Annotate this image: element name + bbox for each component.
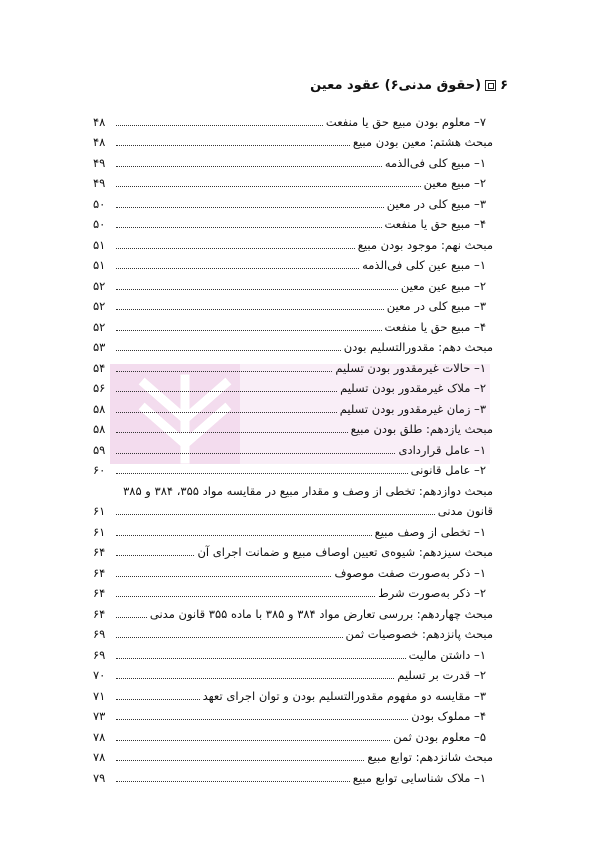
toc-entry-title: ۱– داشتن مالیت: [408, 647, 486, 662]
dot-leader: [116, 740, 390, 741]
toc-entry: [93, 580, 493, 601]
toc-entry-page: ۷۹: [93, 770, 106, 785]
toc-entry-page: ۶۹: [93, 627, 106, 641]
toc-entry: [93, 764, 493, 785]
toc-entry: [93, 621, 493, 642]
toc-entry-title: مبحث شانزدهم: توابع مبیع: [367, 750, 493, 764]
dot-leader: [116, 248, 355, 249]
toc-entry-title: ۱– ملاک شناسایی توابع مبیع: [352, 770, 486, 785]
toc-entry: [93, 108, 493, 129]
dot-leader: [116, 145, 350, 146]
toc-entry-title: ۳– مبیع کلی در معین: [386, 196, 486, 211]
toc-entry: [93, 293, 493, 314]
dot-leader: [116, 289, 398, 290]
dot-leader: [116, 514, 435, 515]
toc-entry-page: ۵۲: [93, 319, 106, 334]
toc-entry-page: ۴۹: [93, 176, 106, 190]
toc-entry-page: ۵۲: [93, 299, 106, 313]
toc-entry: [93, 457, 493, 478]
dot-leader: [116, 453, 395, 454]
book-icon: [485, 80, 496, 91]
dot-leader: [116, 166, 382, 167]
toc-entry: [93, 518, 493, 539]
dot-leader: [116, 596, 375, 597]
toc-entry-title: مبحث دوازدهم: تخطی از وصف و مقدار مبیع در مقایسه مواد ۳۵۵، ۳۸۴ و ۳۸۵: [123, 483, 493, 498]
toc-entry-title: ۲– ملاک غیرمقدور بودن تسلیم: [340, 381, 486, 395]
toc-entry-page: ۵۱: [93, 258, 106, 272]
toc-entry: [93, 477, 493, 498]
dot-leader: [116, 350, 341, 351]
dot-leader: [116, 719, 408, 720]
toc-entry-title: ۱– مبیع عین کلی فی‌الذمه: [362, 258, 486, 272]
toc-entry-page: ۴۸: [93, 135, 106, 149]
toc-entry-title: قانون مدنی: [437, 504, 493, 518]
toc-entry-title: ۲– مبیع معین: [423, 176, 486, 190]
toc-entry-title: ۱– حالات غیرمقدور بودن تسلیم: [335, 360, 486, 375]
toc-entry: [93, 272, 493, 293]
toc-entry: [93, 231, 493, 252]
toc-entry: [93, 539, 493, 560]
dot-leader: [116, 391, 337, 392]
dot-leader: [116, 535, 372, 536]
page-header: [310, 78, 508, 93]
toc-entry: [93, 641, 493, 662]
toc-entry-page: ۴۸: [93, 114, 106, 129]
toc-entry-title: ۴– مملوک بودن: [411, 709, 486, 723]
toc-entry: [93, 129, 493, 150]
dot-leader: [116, 555, 194, 556]
toc-entry-page: ۵۳: [93, 340, 106, 354]
toc-entry-title: ۲– ذکر به‌صورت شرط: [378, 586, 486, 600]
dot-leader: [116, 637, 343, 638]
toc-entry: [93, 375, 493, 396]
toc-entry-title: مبحث چهاردهم: بررسی تعارض مواد ۳۸۴ و ۳۸۵ با ماده ۳۵۵ قانون مدنی: [149, 606, 493, 621]
toc-entry-page: ۶۱: [93, 524, 106, 539]
dot-leader: [116, 186, 421, 187]
dot-leader: [116, 473, 408, 474]
dot-leader: [116, 207, 384, 208]
dot-leader: [116, 781, 350, 782]
toc-entry-title: ۲– مبیع عین معین: [400, 278, 486, 293]
toc-entry: [93, 354, 493, 375]
toc-entry-page: ۵۰: [93, 217, 106, 231]
toc-entry-title: ۱– مبیع کلی فی‌الذمه: [384, 155, 486, 170]
toc-entry-title: مبحث پانزدهم: خصوصیات ثمن: [345, 627, 493, 641]
dot-leader: [116, 699, 200, 700]
toc-entry-page: ۵۹: [93, 442, 106, 457]
toc-entry: [93, 559, 493, 580]
dot-leader: [116, 268, 359, 269]
toc-entry-title: ۴– مبیع حق یا منفعت: [384, 319, 486, 334]
dot-leader: [116, 658, 406, 659]
toc-entry-page: ۷۰: [93, 668, 106, 682]
toc-entry: [93, 211, 493, 232]
toc-entry-page: ۵۸: [93, 401, 106, 416]
toc-entry: [93, 703, 493, 724]
toc-entry-title: ۵– معلوم بودن ثمن: [393, 729, 486, 744]
toc-entry: [93, 682, 493, 703]
toc-entry-title: ۱– ذکر به‌صورت صفت موصوف: [334, 565, 486, 580]
toc-entry-title: ۴– مبیع حق یا منفعت: [384, 217, 486, 231]
toc-entry: [93, 498, 493, 519]
dot-leader: [116, 760, 364, 761]
toc-entry: [93, 416, 493, 437]
dot-leader: [116, 330, 382, 331]
toc-entry-title: ۷– معلوم بودن مبیع حق یا منفعت: [325, 114, 486, 129]
toc-entry: [93, 723, 493, 744]
toc-entry: [93, 436, 493, 457]
toc-entry-title: ۳– زمان غیرمقدور بودن تسلیم: [339, 401, 486, 416]
toc-entry-title: ۳– مقایسه دو مفهوم مقدورالتسلیم بودن و توان اجرای تعهد: [202, 688, 486, 703]
toc-entry: [93, 170, 493, 191]
toc-entry-title: مبحث سیزدهم: شیوه‌ی تعیین اوصاف مبیع و ضمانت اجرای آن: [197, 545, 493, 559]
toc-entry-title: مبحث دهم: مقدورالتسلیم بودن: [343, 340, 493, 354]
toc-entry-page: ۷۸: [93, 750, 106, 764]
toc-entry-title: ۱– تخطی از وصف مبیع: [374, 524, 486, 539]
toc-entry-page: ۵۴: [93, 360, 106, 375]
toc-entry-page: ۶۴: [93, 606, 106, 621]
toc-entry-page: ۷۳: [93, 709, 106, 723]
toc-entry-title: مبحث نهم: موجود بودن مبیع: [357, 237, 493, 252]
toc-entry-page: ۵۰: [93, 196, 106, 211]
toc-entry: [93, 662, 493, 683]
toc-entry-title: مبحث هشتم: معین بودن مبیع: [352, 135, 493, 149]
toc-entry-page: ۵۲: [93, 278, 106, 293]
toc-entry-page: ۵۸: [93, 422, 106, 436]
dot-leader: [116, 125, 323, 126]
toc-entry: [93, 600, 493, 621]
toc-entry-title: ۳– مبیع کلی در معین: [386, 299, 486, 313]
toc-entry-page: ۶۹: [93, 647, 106, 662]
toc-entry: [93, 252, 493, 273]
dot-leader: [116, 432, 348, 433]
toc-entry-page: ۶۱: [93, 504, 106, 518]
toc-entry: [93, 190, 493, 211]
book-title: (حقوق مدنی۶) عقود معین: [310, 78, 482, 93]
toc-entry-page: ۵۶: [93, 381, 106, 395]
dot-leader: [116, 678, 394, 679]
toc-entry-page: ۶۴: [93, 565, 106, 580]
toc-entry-page: ۵۱: [93, 237, 106, 252]
toc-entry: [93, 313, 493, 334]
toc-entry-page: ۷۸: [93, 729, 106, 744]
toc-entry: [93, 334, 493, 355]
table-of-contents: [93, 108, 493, 785]
toc-entry-page: ۶۴: [93, 586, 106, 600]
toc-entry-page: ۷۱: [93, 688, 106, 703]
toc-entry: [93, 744, 493, 765]
dot-leader: [116, 412, 337, 413]
toc-entry-page: ۴۹: [93, 155, 106, 170]
toc-entry: [93, 149, 493, 170]
toc-entry-title: مبحث یازدهم: طلق بودن مبیع: [350, 422, 493, 436]
toc-entry-title: ۱– عامل قراردادی: [398, 442, 486, 457]
toc-entry-page: ۶۴: [93, 545, 106, 559]
dot-leader: [116, 617, 147, 618]
page-number: ۶: [500, 78, 508, 93]
dot-leader: [116, 371, 332, 372]
toc-entry: [93, 395, 493, 416]
toc-entry-title: ۲– قدرت بر تسلیم: [397, 668, 486, 682]
dot-leader: [116, 576, 331, 577]
toc-entry-title: ۲– عامل قانونی: [410, 463, 486, 477]
dot-leader: [116, 227, 382, 228]
toc-entry-page: ۶۰: [93, 463, 106, 477]
dot-leader: [116, 309, 384, 310]
